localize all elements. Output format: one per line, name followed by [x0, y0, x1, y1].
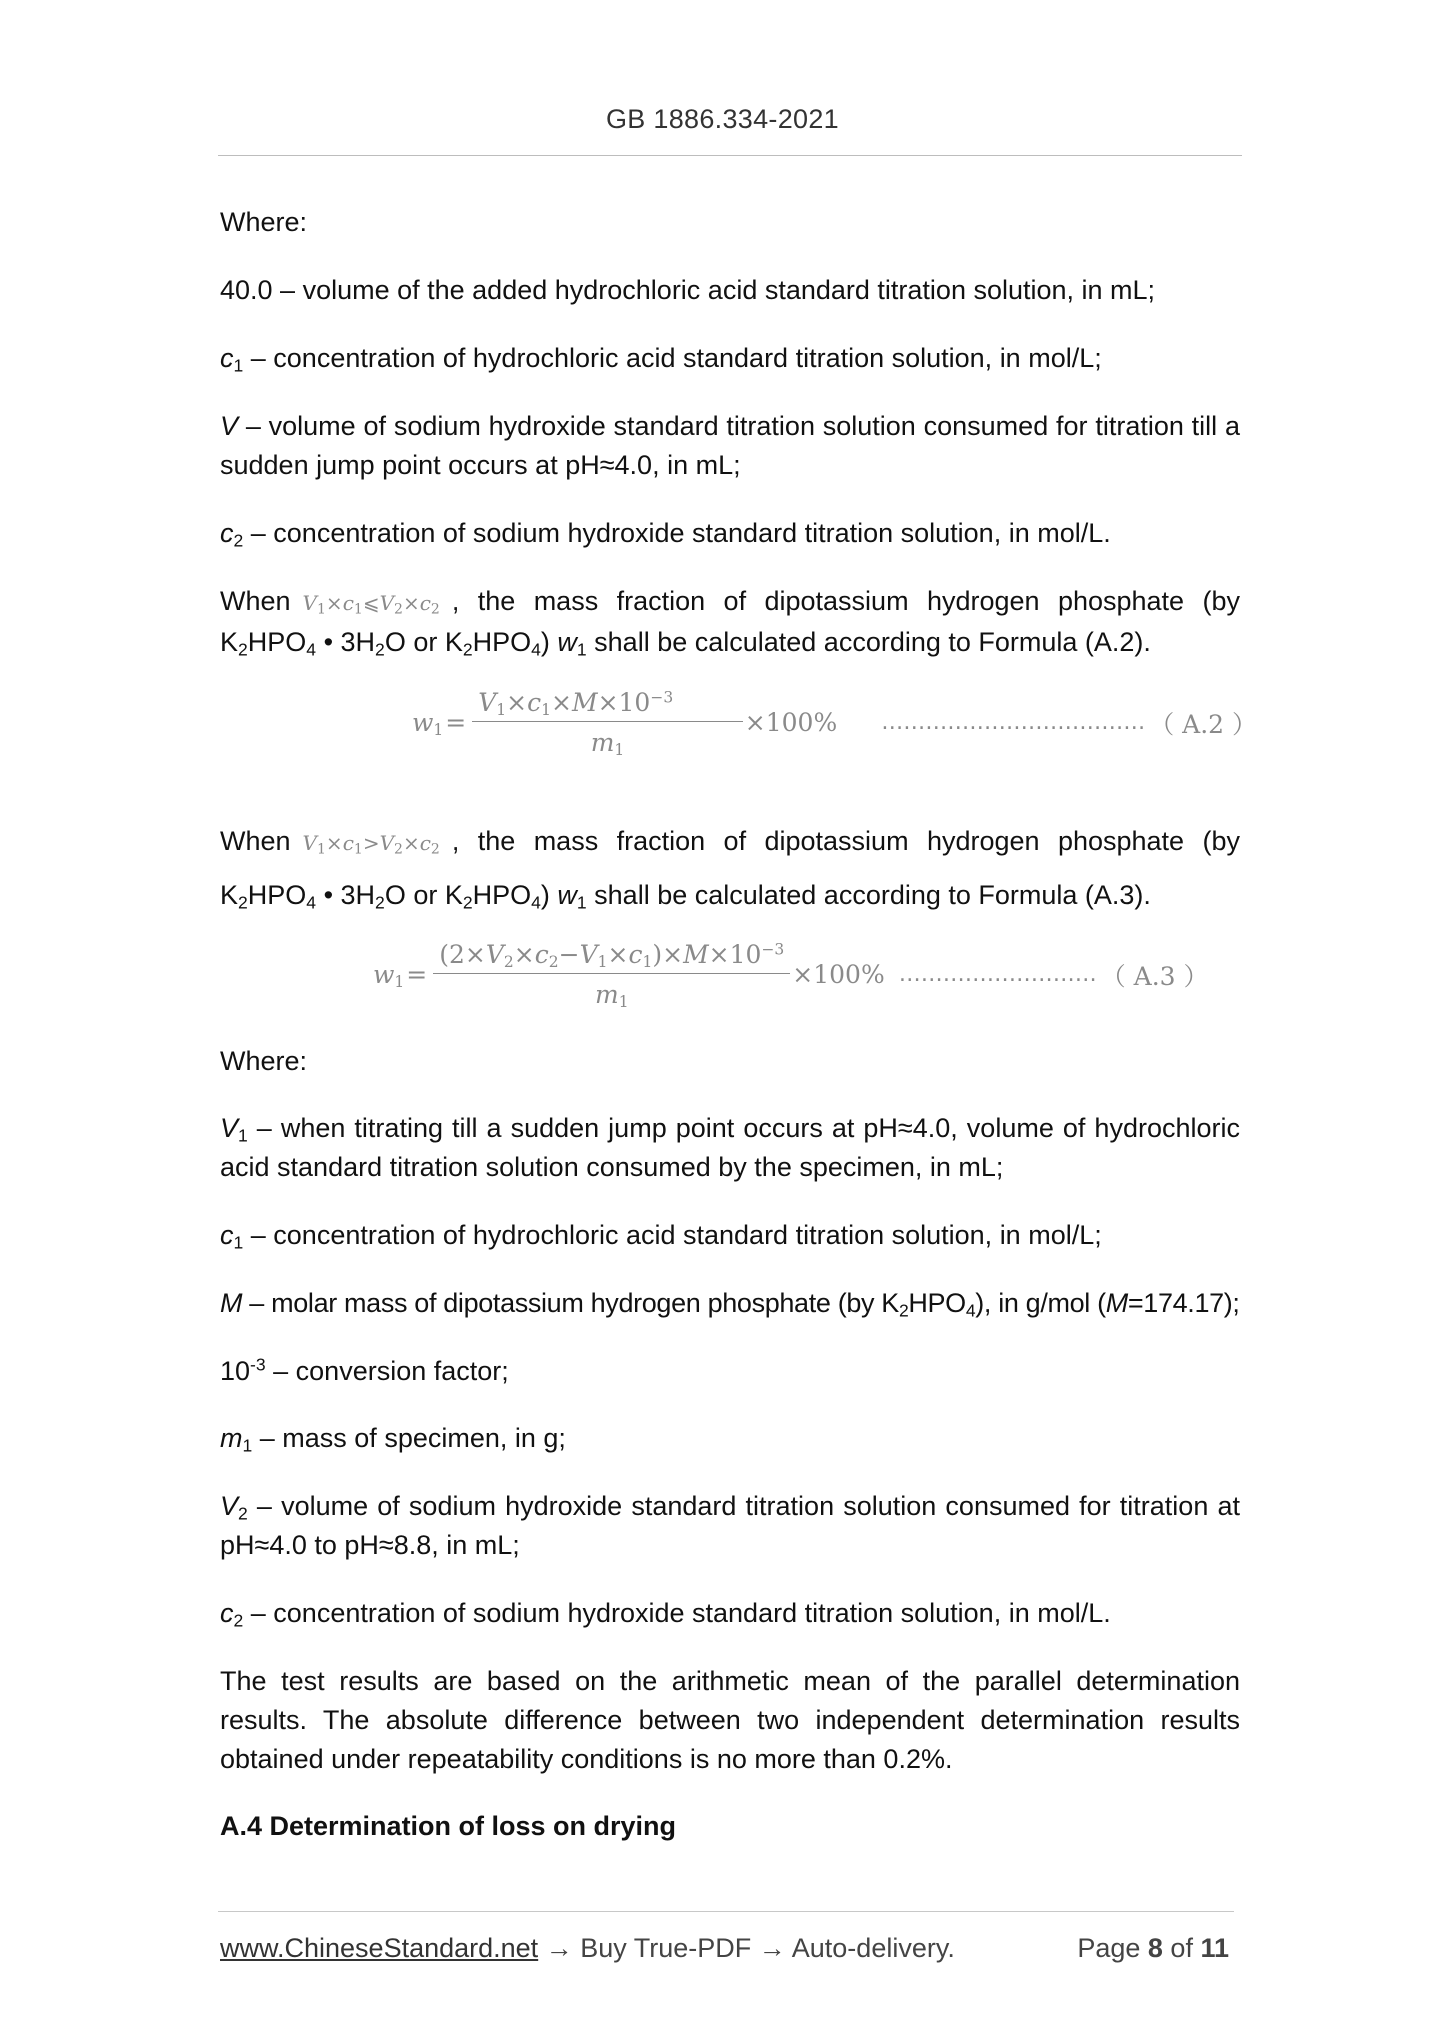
document-header: GB 1886.334-2021 — [606, 104, 839, 134]
formula-lhs: $w_1$ — [373, 960, 405, 991]
formula-a2: $w_1$ = $\frac{V_1\times c_1\times M\times 10^{-3}}{m_1}$ ×100% ……………………………… （ A.2 ） — [412, 688, 1258, 759]
definition-v: V – volume of sodium hydroxide standard titration solution consumed for titration till a sudden jump point occurs at pH≈4.0, in mL; — [220, 411, 1240, 480]
where-label-2: Where: — [220, 1046, 308, 1076]
when-line-2: $K_2HPO_4$ • $3H_2O$ or $K_2HPO_4$) $w_1$ shall be calculated according to Formula (A.3). — [220, 880, 1151, 913]
when-line-2: $K_2HPO_4$ • $3H_2O$ or $K_2HPO_4$) $w_1$ shall be calculated according to Formula (A.2). — [220, 627, 1151, 660]
formula-leader-dots: ……………………… — [898, 962, 1097, 987]
definition-m1: $m_1$ – mass of specimen, in g; — [220, 1423, 566, 1456]
when-rest: , the mass fraction of dipotassium hydrogen phosphate (by — [451, 586, 1240, 616]
total-pages: 11 — [1200, 1933, 1229, 1963]
definition-factor: $10^{-3}$ – conversion factor; — [220, 1354, 509, 1386]
definition-m: M – molar mass of dipotassium hydrogen phosphate (by $K_2HPO_4$), in g/mol (M=174.17); — [220, 1288, 1240, 1321]
definition-c2-b: $c_2$ – concentration of sodium hydroxide standard titration solution, in mol/L. — [220, 1598, 1111, 1631]
formula-a3: $w_1$ = $\frac{(2\times V_2\times c_2-V_1\times c_1)\times M\times 10^{-3}}{m_1}$ ×100% ……………………… （ A.3 ） — [373, 940, 1209, 1011]
section-heading-a4: A.4 Determination of loss on drying — [220, 1811, 677, 1841]
footer-website-link[interactable]: www.ChineseStandard.net — [220, 1933, 539, 1963]
when-lead: When — [220, 586, 291, 616]
formula-numerator: $(2\times V_2\times c_2-V_1\times c_1)\times M\times 10^{-3}$ — [433, 940, 790, 974]
formula-leader-dots: ……………………………… — [881, 710, 1146, 735]
when-condition-a3 — [220, 815, 1240, 921]
formula-number: （ A.2 ） — [1149, 709, 1258, 739]
formula-denominator: $m_1$ — [590, 728, 625, 759]
footer-buy: Buy True-PDF — [580, 1933, 752, 1963]
definition-v2: $V_2$ – volume of sodium hydroxide standard titration solution consumed for titration at pH≈4.0 to pH≈8.8, in mL; — [220, 1491, 1240, 1560]
footer-delivery: Auto-delivery. — [791, 1933, 955, 1963]
definition-c1: $c_1$ – concentration of hydrochloric acid standard titration solution, in mol/L; — [220, 343, 1102, 376]
when-lead: When — [220, 826, 291, 856]
when-condition-a2 — [220, 582, 1240, 662]
current-page: 8 — [1147, 1933, 1163, 1963]
definition-v1: $V_1$ – when titrating till a sudden jump point occurs at pH≈4.0, volume of hydrochloric acid standard titration solution consumed by the specimen, in mL; — [220, 1113, 1240, 1182]
header-divider — [218, 155, 1242, 156]
formula-numerator: $V_1\times c_1\times M\times 10^{-3}$ — [472, 688, 743, 722]
formula-denominator: $m_1$ — [594, 980, 629, 1011]
condition-expression: $V_1\times c_1⩽V_2\times c_2$ — [302, 591, 440, 618]
where-label-1: Where: — [220, 207, 308, 237]
results-paragraph: The test results are based on the arithmetic mean of the parallel determination results. The absolute difference between two independent determination results obtained under repeatability conditions is no more than 0.2%. — [220, 1666, 1240, 1774]
formula-fraction — [472, 688, 743, 757]
condition-expression: $V_1\times c_1>V_2\times c_2$ — [302, 831, 440, 858]
footer-page-number: Page 8 of 11 — [1077, 1933, 1229, 1963]
definition-40: 40.0 – volume of the added hydrochloric acid standard titration solution, in mL; — [220, 275, 1156, 305]
definition-c1-b: $c_1$ – concentration of hydrochloric acid standard titration solution, in mol/L; — [220, 1220, 1102, 1253]
when-rest: , the mass fraction of dipotassium hydrogen phosphate (by — [451, 826, 1240, 856]
footer-left: www.ChineseStandard.net → Buy True-PDF → Auto-delivery. — [220, 1933, 955, 1963]
footer-divider — [218, 1911, 1234, 1912]
definition-c2: $c_2$ – concentration of sodium hydroxide standard titration solution, in mol/L. — [220, 518, 1111, 551]
formula-number: （ A.3 ） — [1100, 961, 1209, 991]
formula-fraction — [433, 940, 790, 1009]
formula-lhs: $w_1$ — [412, 708, 444, 739]
